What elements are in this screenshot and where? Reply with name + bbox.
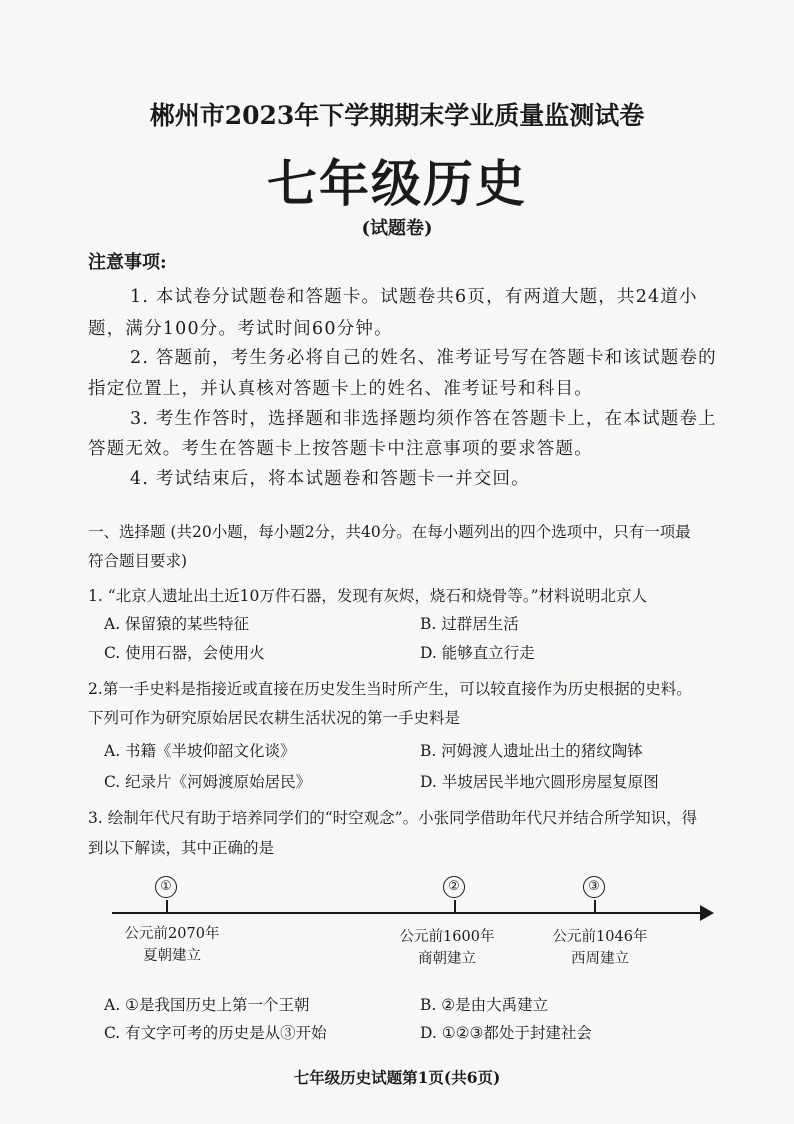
question-3-option-b: B. ②是由大禹建立 — [420, 996, 549, 1014]
section-heading: 一、选择题 (共20小题，每小题2分，共40分。在每小题列出的四个选项中，只有一项最 — [88, 523, 691, 541]
question-3-option-d: D. ①②③都处于封建社会 — [420, 1024, 592, 1042]
question-2-option-a: A. 书籍《半坡仰韶文化谈》 — [104, 742, 296, 760]
timeline-arrow-icon — [700, 905, 714, 921]
note-line: 2. 答题前，考生务必将自己的姓名、准考证号写在答题卡和该试题卷的 — [130, 348, 717, 368]
note-line: 4. 考试结束后，将本试题卷和答题卡一并交回。 — [130, 469, 530, 489]
question-1-option-c: C. 使用石器，会使用火 — [104, 644, 265, 662]
question-2-option-b: B. 河姆渡人遗址出土的猪纹陶钵 — [420, 742, 643, 760]
question-1-stem: 1. “北京人遗址出土近10万件石器，发现有灰烬，烧石和烧骨等。”材料说明北京人 — [88, 587, 648, 605]
page-footer: 七年级历史试题第1页(共6页) — [293, 1068, 501, 1087]
note-line: 1. 本试卷分试题卷和答题卡。试题卷共6页，有两道大题，共24道小 — [130, 287, 698, 307]
timeline-year-label: 公元前1600年 — [399, 929, 495, 945]
subject-title: 七年级历史 — [267, 154, 527, 213]
timeline-tick — [454, 900, 456, 914]
question-2-option-c: C. 纪录片《河姆渡原始居民》 — [104, 773, 312, 791]
question-2-stem-cont: 下列可作为研究原始居民农耕生活状况的第一手史料是 — [88, 709, 461, 727]
paper-type-label: (试题卷) — [361, 218, 433, 239]
timeline-event-label: 夏朝建立 — [143, 948, 201, 964]
timeline-year-label: 公元前1046年 — [552, 929, 648, 945]
timeline-marker-3: ③ — [583, 876, 605, 898]
timeline-marker-2: ② — [443, 876, 465, 898]
question-3-option-a: A. ①是我国历史上第一个王朝 — [104, 996, 310, 1014]
timeline-axis — [112, 912, 704, 914]
notes-heading: 注意事项: — [88, 252, 167, 273]
question-3-stem: 3. 绘制年代尺有助于培养同学们的“时空观念”。小张同学借助年代尺并结合所学知识，得 — [88, 809, 698, 827]
question-3-stem-cont: 到以下解读，其中正确的是 — [88, 839, 275, 857]
question-1-option-d: D. 能够直立行走 — [420, 644, 535, 662]
exam-title: 郴州市2023年下学期期末学业质量监测试卷 — [149, 101, 645, 130]
timeline-tick — [594, 900, 596, 914]
timeline-event-label: 西周建立 — [571, 951, 629, 967]
note-line: 指定位置上，并认真核对答题卡上的姓名、准考证号和科目。 — [88, 379, 593, 399]
timeline-year-label: 公元前2070年 — [124, 926, 220, 942]
note-line: 3. 考生作答时，选择题和非选择题均须作答在答题卡上，在本试题卷上 — [130, 409, 717, 429]
note-line: 答题无效。考生在答题卡上按答题卡中注意事项的要求答题。 — [88, 439, 593, 459]
timeline-marker-1: ① — [155, 876, 177, 898]
question-1-option-b: B. 过群居生活 — [420, 615, 519, 633]
timeline-tick — [166, 900, 168, 914]
timeline-event-label: 商朝建立 — [418, 951, 476, 967]
question-1-option-a: A. 保留猿的某些特征 — [104, 615, 250, 633]
note-line: 题，满分100分。考试时间60分钟。 — [88, 319, 393, 339]
question-2-option-d: D. 半坡居民半地穴圆形房屋复原图 — [420, 773, 659, 791]
question-3-option-c: C. 有文字可考的历史是从③开始 — [104, 1024, 327, 1042]
question-2-stem: 2.第一手史料是指接近或直接在历史发生当时所产生，可以较直接作为历史根据的史料。 — [88, 680, 692, 698]
section-heading-cont: 符合题目要求) — [88, 552, 188, 570]
